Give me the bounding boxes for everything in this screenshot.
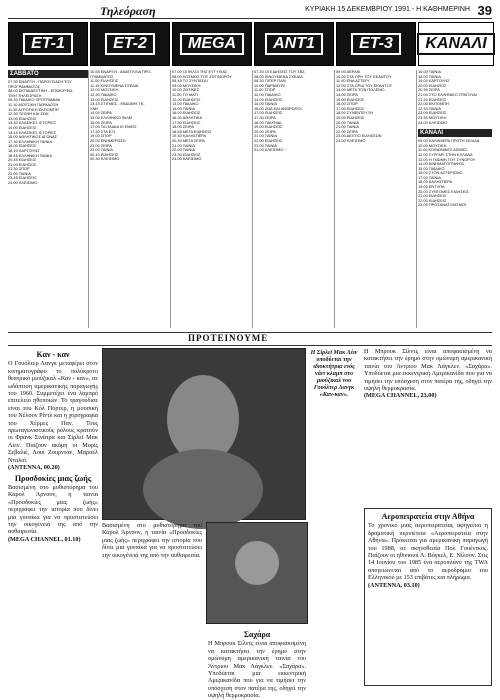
schedule-entry: 11.10 ΜΟΥΣΙΚΗ ΠΑΡΑΔΟΣΗ — [8, 101, 59, 107]
schedule-entry: 11.00 ΚΟΙΝΩΝΙΚΕΣ ΑΣΙΜΕΣ — [418, 147, 468, 153]
schedule-entry: 21.30 ΣΠΟΡ — [8, 166, 30, 172]
page-number: 39 — [477, 3, 492, 18]
schedule-entry: 18.10 ΚΑΡΤΟΥΝΣ — [8, 147, 40, 153]
schedule-entry: 07.30 ΕΝΑΡΞΗ - ΠΑΡΟΥΣΙΑΣΗ ΤΟΥ — [8, 79, 72, 84]
schedule-entry: 19.30 ΚΑΛΗΣΠΕΡΑ — [172, 133, 207, 139]
schedule-entry: 21.00 ΣΤΟ ΕΛΛΗΝΙΚΟ ΤΡΑΓΟΥΔΙ — [418, 91, 477, 97]
channel-logo-mega: MEGA — [172, 22, 252, 66]
schedule-entry: 22.30 ΤΑΙΝΙΑ — [418, 105, 441, 111]
schedule-entry: 09.00 ΑΕΡΑΚΙ — [336, 69, 361, 74]
photo-image — [103, 349, 305, 519]
schedule-entry: 15.00 ΑΘΛΗΤΙΚΟΣ ΑΓΩΝΑΣ — [8, 134, 58, 140]
schedule-entry: 07.00 ΟΙ ΦΙΛΟΙ ΤΗΣ ΕΥΤΥΧΙΑΣ — [172, 69, 228, 74]
article-sahara-cont — [364, 348, 492, 504]
schedule-entry: 13.15 ΣΤΙΓΜΕΣ - ΕΒΔΟΜΗ ΤΕ- — [90, 101, 145, 107]
schedule-entry: 17.30 ΣΕΙΡΑ — [254, 114, 276, 120]
article-body: Η Μπρουκ Σίλντς είναι αποφασισμένη να κατακτήσει την έρημο στην ομώνυμη αμερικανική ταινία του Άντριου Μακ Λάγκλεν. «Σαχάρα». Υποδύεται μια εκκεντρική Αμερικανίδα που για να τιμήσει την υπόσχεση στον πατέρα της, οδηγεί την υψηλή θερμοκρασία. — [208, 640, 306, 700]
schedule-entry: 01.00 ΚΛΕΙΣΙΜΟ — [254, 147, 284, 153]
schedule-entry: 08.30 ΠΙΤΕΡ ΠΑΝ — [254, 78, 286, 84]
schedule-entry: 17.30 ΕΙΔΗΣΕΙΣ — [172, 119, 201, 125]
schedule-entry: 19.00 ΚΑΡΤΟΥΝΣ — [418, 78, 450, 84]
schedule-entry: 18.45 ΕΛΛΗΝΙΚΗ ΤΑΙΝΙΑ — [8, 152, 52, 158]
schedule-entry: 09.00 ΚΑΛΗΜΕΡΑ ΠΡΩΤΗ ΣΕΛΙΔΑ — [418, 138, 480, 144]
schedule-col-1 — [8, 70, 89, 328]
article-body: Βασισμένη στο μυθιστόρημα του Κάρολ Άρνσον, η ταινία «Προσδοκίες μιας ζωής» περιγράφει την ιστορία που δίνει μια γυναίκα για να προστατεύσει την οικογένειά της από την αυθαιρεσία. — [8, 483, 98, 536]
article-body: Βασισμένη στο μυθιστόρημα του Κάρολ Άρνσον, η ταινία «Προσδοκίες μιας ζωής» περιγράφει την ιστορία που δίνει μια γυναίκα για να προστατεύσει την οικογένειά της από την αυθαιρεσία. — [102, 522, 202, 559]
schedule-entry: 15.00 ΕΛΛΗΝΙΚΟ ΦΙΛΜ — [90, 114, 132, 120]
schedule-entry: 10.00 ΖΩΤΙΚΕΣ — [172, 87, 200, 93]
article-channel: (MEGA CHANNEL, 23.00) — [364, 392, 437, 400]
schedule-entry: 18.00 ΣΕΙΡΑ — [172, 124, 194, 130]
schedule-list — [90, 70, 170, 162]
schedule-entry: 18.00 ΚΑΛΗΣΠΕΡΑ — [418, 179, 453, 185]
schedule-entry: 22.00 ΤΑΙΝΙΑ — [90, 147, 113, 153]
schedule-entry: 14.00 ΣΕΙΡΑ — [336, 91, 358, 97]
schedule-entry: 21.00 ΤΑΙΝΙΑ — [336, 124, 359, 130]
schedule-entry: 10.00 ΜΟΥΣΙΚΗ — [418, 142, 447, 148]
schedule-col-5 — [336, 70, 417, 328]
schedule-list — [172, 70, 252, 162]
schedule-entry: 12.00 ΕΙΔΗΣΕΙΣ — [172, 96, 201, 102]
schedule-entry: 16.00 ΣΕΙΡΑ — [90, 119, 112, 125]
schedule-entry: 23.00 ΕΙΔΗΣΕΙΣ — [418, 110, 447, 116]
schedule-col-2 — [90, 70, 171, 328]
tv-schedule — [8, 70, 492, 328]
photo-brooke-shields — [206, 522, 308, 624]
schedule-entry: ΓΡΑΜΜΑΤΟΣ — [90, 73, 114, 79]
schedule-entry: 14.00 ΤΑΙΝΙΑ — [172, 105, 195, 111]
photo-shirley-maclaine — [102, 348, 306, 520]
schedule-entry: 20.30 ΜΕΓΑ ΣΕΙΡΑ — [172, 137, 205, 143]
article-title: Καν - καν — [36, 350, 70, 359]
schedule-entry: 19.00 ΕΙΔΗΣΕΙΣ — [336, 114, 365, 120]
schedule-entry: 17.30 ΣΤΑ ΕΞΙ — [90, 128, 115, 134]
schedule-entry: 21.00 ΕΙΔΗΣΕΙΣ — [8, 161, 37, 167]
schedule-entry: 24.00 ΚΛΕΙΣΙΜΟ — [8, 180, 38, 186]
schedule-entry: 11.00 ΕΙΔΗΣΕΙΣ — [90, 78, 119, 84]
schedule-col-3 — [172, 70, 253, 328]
schedule-entry: 22.00 ΕΙΔΗΣΕΙΣ — [418, 197, 447, 203]
schedule-entry: 18.00 ΤΑΙΝΙΑ — [418, 73, 441, 79]
schedule-entry: 20.00 ΣΕΙΡΑ — [254, 128, 276, 134]
schedule-entry: 16.00 ΣΠΟΡ — [336, 101, 358, 107]
article-cancan-cont — [102, 522, 202, 684]
photo-caption: Η Σίρλεϊ Μακ Λέιν υποδύεται την ιδιοκτήτρια ενός νάιτ κλαμπ στο μιούζικαλ του Γουόλτερ Λανγκ «Καν-καν». — [310, 350, 358, 398]
schedule-entry: 14.00 ΕΙΔΗΣΕΙΣ — [8, 124, 37, 130]
schedule-entry: 19.00 ΣΠΟΡ — [90, 133, 112, 139]
schedule-entry: 14.00 ΚΙΝΗΜΑΤΟΓΡΑΦΟΣ — [418, 161, 465, 167]
schedule-entry: 20.00 ΕΝΗΜΕΡΩΣΗ — [90, 137, 126, 143]
section-title: Τηλεόραση — [100, 4, 156, 18]
schedule-entry: 21.00 ΕΙΔΗΣΕΙΣ — [418, 193, 447, 199]
schedule-entry: 15.00 ΕΙΔΗΣΕΙΣ — [336, 96, 365, 102]
schedule-entry: 20.00 ΕΙΔΗΣΕΙΣ — [418, 82, 447, 88]
schedule-list — [254, 70, 334, 153]
schedule-entry: 14.15 ΚΛΑΣΙΚΕΣ ΙΣΤΟΡΙΕΣ — [8, 129, 57, 135]
schedule-entry: 20.30 ΣΕΙΡΑ — [418, 87, 440, 93]
schedule-entry: 17.00 ΤΑ ΠΑΙΔΙΑ ΚΙ ΕΜΕΙΣ — [90, 124, 137, 130]
schedule-entry: 11.00 ΕΝΑ ΑΣΤΕΡΙ — [336, 78, 369, 84]
issue-date: ΚΥΡΙΑΚΗ 15 ΔΕΚΕΜΒΡΙΟΥ 1991 - Η ΚΑΘΗΜΕΡΙΝΗ — [305, 6, 470, 13]
article-body: Ο Γουόλτερ Λανγκ μεταφέρει στον κινηματογράφο το πολύκροτο θεατρικό μιούζικαλ «Καν - καν», σε ωδάπτιση αμερικανικής παραγωγής του 1960. Συμμετέχει ένα λαμπρό επιτελείο ηθοποιών. Το τραγούδισε είναι του Κόλ Πόρτερ, η μουσική του Νέλσον Ρίντλ και η χορογραφία του Χέρμες Παν. Τους πρωταγωνιστικούς ρόλους κρατούν οι Φρανκ Σινάτρα και Σίρλεϊ Μακ Λέιν. Παίζουν ακόμη οι Μορίς Σεβαλιέ, Λουί Ζουρντάν, Μαρσέλ Νταλιό. — [8, 360, 98, 464]
schedule-entry: 17.00 ΤΑΙΝΙΑ — [418, 174, 441, 180]
schedule-entry: 18.00 ΕΙΔΗΣΕΙΣ — [8, 143, 37, 149]
schedule-entry: 12.00 ΜΟΥΣΙΚΗ — [90, 87, 119, 93]
schedule-entry: 22.00 ΤΑΙΝΙΑ — [172, 147, 195, 153]
schedule-entry: 23.00 ΤΑΙΝΙΑ — [254, 142, 277, 148]
schedule-entry: 21.00 ΤΑΙΝΙΑ — [172, 142, 195, 148]
schedule-entry: 11.00 ΣΠΟΡ — [254, 87, 276, 93]
schedule-entry: 13.00 Η ΓΝΩΜΗ ΤΟΥ ΣΥΝΟΡΟΥ — [418, 156, 476, 162]
schedule-list — [336, 70, 416, 144]
article-sahara — [208, 628, 306, 700]
schedule-entry: 13.00 ΕΙΔΗΣΕΙΣ — [90, 96, 119, 102]
schedule-entry: 14.00 ΤΑΙΝΙΑ — [254, 101, 277, 107]
schedule-entry: 17.00 ΕΙΔΗΣΕΙΣ — [254, 110, 283, 116]
schedule-entry: 00.30 ΚΛΕΙΣΙΜΟ — [90, 156, 120, 162]
schedule-entry: 23.00 ΔΕΛΤΙΟ ΕΙΔΗΣΕΩΝ — [336, 133, 382, 139]
schedule-entry: 11.30 ΑΓΡΟΤΙΚΗ ΕΚΠΟΜΠΗ — [8, 106, 59, 112]
schedule-entry: 08.00 ΚΙΝΟΥΜΕΝΑ ΣΧΕΔΙΑ — [254, 73, 303, 79]
schedule-entry: 11.15 ΚΙΝΟΥΜΕΝΑ ΣΧΕΔΙΑ — [90, 82, 139, 88]
promo-bar — [8, 332, 492, 346]
schedule-entry: 13.30 ΚΛΑΣΙΚΕΣ ΙΣΤΟΡΙΕΣ — [8, 120, 57, 126]
schedule-entry: 18.00 ΣΥΝΕΝΤΕΥΞΗ — [336, 110, 373, 116]
schedule-entry: 24.00 ΚΛΕΙΣΙΜΟ — [418, 119, 448, 125]
schedule-entry: 13.00 ΠΑΙΔΙΚΟ — [172, 101, 199, 107]
article-title: Προσδοκίες μιας ζωής — [14, 473, 92, 483]
schedule-entry: 21.00 ΤΑΙΝΙΑ — [254, 133, 277, 139]
page-header — [8, 4, 492, 19]
schedule-entry: 24.00 ΚΛΕΙΣΙΜΟ — [336, 137, 366, 143]
article-channel: (ANTENNA, 03.10) — [368, 581, 420, 589]
schedule-entry: 16.00 ΣΤΟΝ ΑΣΤΕΡΙΣΜΟ — [418, 170, 463, 176]
article-body: Το χρονικό μιας αεροπειρατείας αφηγείται η δραματική περιπέτεια «Αεροπειρατεία στην Αθήνα». Πρόκειται για αμερικανική παραγωγή του 1988, σε σκηνοθεσία Πολ Γουέντκος. Παίζουν οι ηθοποιοί Λ. Βόγκελ, Ε. Νίλσον. Στις 14 Ιουνίου του 1985 ένα αεροπλάνο της TWA απογειώνεται από το αεροδρόμιο του Ελληνικού με 153 επιβάτες και πλήρωμα. — [368, 522, 488, 582]
schedule-entry: 22.00 ΕΙΔΗΣΕΙΣ — [254, 137, 283, 143]
schedule-entry: 12.30 ΤΕΧΝΗ ΚΑΙ ΖΩΗ — [8, 111, 49, 117]
schedule-entry: 22.00 ΕΚΠΟΜΠΗ — [418, 101, 449, 107]
schedule-list — [418, 139, 492, 208]
schedule-entry: 15.00 ΠΑΙΔΙΚΟ — [418, 165, 445, 171]
channel-logos — [8, 22, 492, 66]
schedule-entry: 24.00 ΚΛΕΙΣΙΜΟ — [172, 156, 202, 162]
schedule-list — [418, 70, 492, 125]
schedule-entry: 19.00 ΕΝΤΥΠΑ — [418, 184, 445, 190]
article-title: Αεροπειρατεία στην Αθήνα — [381, 512, 475, 521]
day-header: ΣΑΒΒΑΤΟ — [8, 70, 88, 78]
article-channel: (MEGA CHANNEL, 01.10) — [8, 535, 81, 543]
schedule-entry: 09.30 ΠΑΙΔΙΚΟ ΠΡΟΓΡΑΜΜΑ — [8, 97, 61, 103]
photo-image — [207, 523, 307, 623]
schedule-entry: 23.30 ΕΙΔΗΣΕΙΣ — [172, 151, 201, 157]
channel-logo-et2: ΕΤ-2 — [90, 22, 170, 66]
schedule-entry: 23.45 ΕΙΔΗΣΕΙΣ — [8, 175, 37, 181]
schedule-entry: 12.00 ΣΤΑ ΟΡΙΑ ΤΟΥ ΕΚΑΝΤΟΥ — [336, 82, 393, 88]
schedule-entry: 20.00 ΣΥΝΤΟΜΕΣ ΕΙΔΗΣΕΙΣ — [418, 188, 469, 194]
schedule-entry: 13.00 ΕΙΔΗΣΕΙΣ — [8, 115, 37, 121]
article-channel: (ANTENNA, 00.20) — [8, 464, 60, 472]
schedule-entry: 22.00 ΣΕΙΡΑ — [336, 128, 358, 134]
schedule-entry: 23.00 ΠΡΟΣΑΝΑΤΟΛΙΣΜΟΙ — [418, 202, 467, 208]
schedule-entry: 17.30 ΕΛΛΗΝΙΚΗ ΤΑΙΝΙΑ — [8, 138, 52, 144]
schedule-entry: 08.45 ΤΟ ΣΥΝΤΑΣΑΙ — [172, 78, 208, 84]
schedule-list — [8, 80, 88, 186]
schedule-entry: 09.00 ΜΟΥΣΙΚΗ — [172, 82, 201, 88]
schedule-entry: 23.30 ΜΟΥΣΙΚΗ — [418, 114, 447, 120]
schedule-entry: 13.00 ΕΙΔΗΣΕΙΣ — [254, 96, 283, 102]
channel-header-kanali: ΚΑΝΑΛΙ — [418, 129, 492, 137]
schedule-entry: 16.30 ΑΘΛΗΤΙΚΑ — [172, 114, 203, 120]
schedule-entry: 12.00 ΠΑΙΔΙΚΟ — [254, 91, 281, 97]
schedule-entry: 16.00 ΤΑΙΝΙΑ — [418, 69, 441, 74]
schedule-entry: 18.00 ΠΑΙΧΝΙΔΙ — [254, 119, 282, 125]
schedule-entry: 12.00 ΣΥΡΓΑΡΙ ΣΤΗΝ ΕΛΛΑΔΑ — [418, 151, 473, 157]
schedule-entry: 14.00 ΣΕΙΡΑ — [90, 110, 112, 116]
schedule-entry: 11.00 ΤΟ ΜΑΤΙ — [172, 91, 198, 97]
article-body: Η Μπρουκ Σίλντς είναι αποφασισμένη να κατακτήσει την έρημο στην ομώνυμη αμερικανική ταινία του Άντριου Μακ Λάγκλεν. «Σαχάρα». Υποδύεται μια εκκεντρική Αμερικανίδα που για να τιμήσει την υπόσχεση στον πατέρα της, οδηγεί την υψηλή θερμοκρασία. — [364, 348, 492, 393]
schedule-entry: 07.30 ΟΙ ΕΙΔΗΣΕΙΣ ΤΟΥ ΣΒΣ — [254, 69, 305, 74]
schedule-entry: 17.00 ΕΙΔΗΣΕΙΣ — [336, 105, 365, 111]
article-cancan — [8, 348, 98, 684]
schedule-col-6 — [418, 70, 492, 328]
schedule-entry: 21.00 ΣΕΙΡΑ — [90, 142, 112, 148]
schedule-entry: 10.55 ΕΝΑΡΞΗ - ΑΝΑΓΓΕΛΙΑ ΠΡΟ- — [90, 69, 152, 74]
schedule-entry: 10.00 ΠΑΡΑΜΥΘΙ — [254, 82, 285, 88]
schedule-entry: 18.55 ΜΕΓΑ ΕΙΔΗΣΕΙΣ — [172, 128, 212, 134]
schedule-entry: 12.30 ΠΑΙΔΙΚΟ — [90, 91, 117, 97]
schedule-entry: 13.00 ΜΕΤΑ ΤΟΝ ΠΟΛΕΜΟ — [336, 87, 385, 93]
schedule-entry: ΠΡΟΓΡΑΜΜΑΤΟΣ — [8, 83, 40, 89]
schedule-entry: 00.10 ΕΙΔΗΣΕΙΣ — [90, 151, 119, 157]
schedule-entry: 10.00 ΣΤΑ ΟΡΗ ΤΟΥ ΕΚΑΝΤΟΥ — [336, 73, 392, 79]
schedule-entry: 08.00 ΕΚΠΑΙΔΕΥΤΙΚΗ - ΕΠΙΜΟΡΦΩ- — [8, 88, 74, 94]
schedule-entry: 20.00 ΤΑΙΝΙΑ — [336, 119, 359, 125]
schedule-entry: 16.00 ΕΙΔΗΣΕΙΣ — [172, 110, 201, 116]
schedule-entry: ΤΙΚΗ ΤΗΛΕΟΡΑΣΗ — [8, 92, 42, 98]
article-title: Σαχάρα — [243, 630, 271, 639]
schedule-col-4 — [254, 70, 335, 328]
schedule-entry: ΧΝΗ — [90, 105, 99, 111]
schedule-entry: 20.45 ΕΙΔΗΣΕΙΣ — [8, 157, 37, 163]
channel-logo-kanali: ΚΑΝΑΛΙ — [418, 22, 494, 66]
schedule-entry: 22.00 ΤΑΙΝΙΑ — [8, 170, 31, 176]
channel-logo-et1: ΕΤ-1 — [8, 22, 88, 66]
schedule-entry: 21.30 ΕΙΔΗΣΕΙΣ — [418, 96, 447, 102]
schedule-entry: 08.00 ΚΟΣΜΟΣ ΤΟΥ ΖΩΤΙΝΟΡΟΥ — [172, 73, 232, 79]
channel-logo-et3: ET-3 — [336, 22, 416, 66]
schedule-entry: 19.00 ΕΙΔΗΣΕΙΣ — [254, 124, 283, 130]
article-hijack — [368, 510, 488, 682]
channel-logo-ant1: ANT1 — [254, 22, 334, 66]
schedule-entry: 16.00 ΖΩΑ ΚΑΙ ΑΝΘΡΩΠΟΙ — [254, 105, 302, 111]
promo-title: ΠΡΟΤΕΙΝΟΥΜΕ — [188, 333, 269, 343]
